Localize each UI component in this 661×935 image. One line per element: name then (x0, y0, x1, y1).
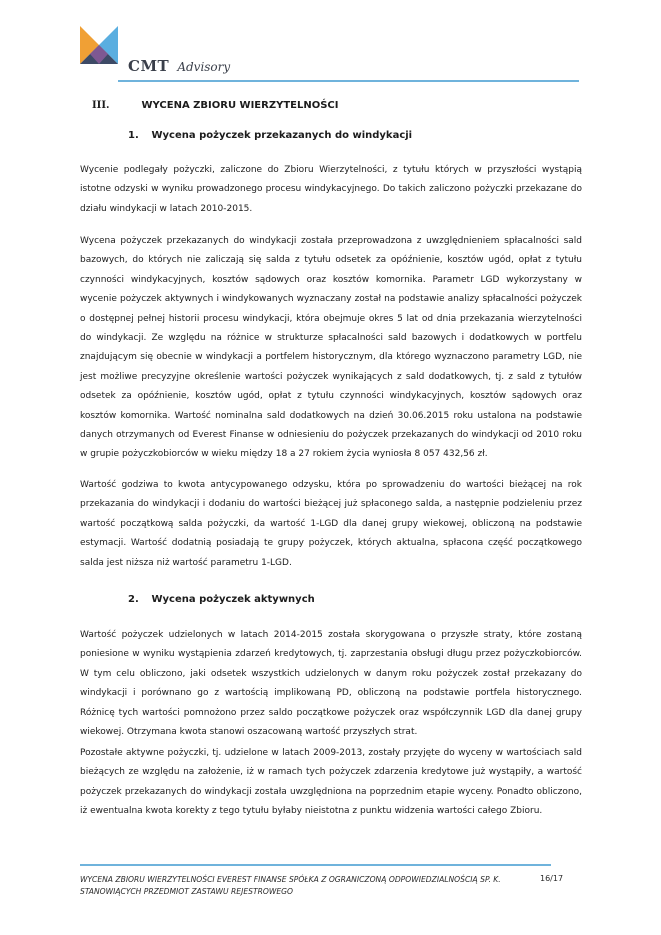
subsection-2-title: Wycena pożyczek aktywnych (151, 594, 315, 605)
brand-sub: Advisory (177, 60, 231, 74)
footer-text: WYCENA ZBIORU WIERZYTELNOŚCI EVEREST FINANSE SPÓŁKA Z OGRANICZONĄ ODPOWIEDZIALNOŚCIĄ SP. K. STANOWIĄCYCH PRZEDMIOT ZASTAWU REJESTROWEGO (80, 875, 501, 896)
footer-divider (80, 864, 551, 866)
section-heading (92, 100, 339, 111)
paragraph: Wycena pożyczek przekazanych do windykacji została przeprowadzona z uwzględnieniem spłacalności sald bazowych, do których nie zaliczają się salda z tytułu odsetek za opóźnienie, kosztów ugód, opłat z tytułu czynności windykacyjnych, kosztów sądowych oraz kosztów komornika. Parametr LGD wykorzystany w wycenie pożyczek aktywnych i windykowanych wyznaczany został na podstawie analizy spłacalności pożyczek o dostępnej pełnej historii procesu windykacji, która obejmuje okres 5 lat od dnia przekazania wierzytelności do windykacji. Ze względu na różnice w strukturze spłacalności sald bazowych i dodatkowych w portfelu znajdującym się obecnie w windykacji a portfelem historycznym, dla którego wyznaczono parametry LGD, nie jest możliwe precyzyjne określenie wartości pożyczek wynikających z sald dodatkowych, tj. z sald z tytułów odsetek za opóźnienie, kosztów ugód, opłat z tytułu czynności windykacyjnych, kosztów sądowych oraz kosztów komornika. Wartość nominalna sald dodatkowych na dzień 30.06.2015 roku ustalona na podstawie danych otrzymanych od Everest Finanse w odniesieniu do pożyczek przekazanych do windykacji od 2010 roku w grupie pożyczkobiorców w wieku między 18 a 27 rokiem życia wyniosła 8 057 432,56 zł. (80, 236, 582, 460)
subsection-1-number: 1. (128, 130, 139, 141)
paragraph: Wartość pożyczek udzielonych w latach 2014-2015 została skorygowana o przyszłe straty, które zostaną poniesione w wyniku wystąpienia zdarzeń kredytowych, tj. zaprzestania obsługi długu przez pożyczkobiorców. W tym celu obliczono, jaki odsetek wszystkich udzielonych w danym roku pożyczek został przekazany do windykacji i porównano go z wartością implikowaną PD, obliczoną na podstawie portfela historycznego. Różnicę tych wartości pomnożono przez saldo początkowe pożyczek oraz współczynnik LGD dla danej grupy wiekowej. Otrzymana kwota stanowi oszacowaną wartość przyszłych strat. (80, 630, 582, 738)
section-number: III. (92, 100, 110, 111)
subsection-2-number: 2. (128, 594, 139, 605)
brand-name: CMT (128, 57, 170, 75)
header-divider (118, 80, 579, 82)
cmt-logo-icon (80, 26, 118, 64)
paragraph: Wartość godziwa to kwota antycypowanego odzysku, która po sprowadzeniu do wartości bieżącej na rok przekazania do windykacji i dodaniu do wartości bieżącej już spłaconego salda, a następnie podzieleniu przez wartość początkową salda pożyczki, da wartość 1-LGD dla danej grupy wiekowej, obliczoną na podstawie estymacji. Wartość dodatnią posiadają te grupy pożyczek, których aktualna, spłacona część początkowego salda jest niższa niż wartość parametru 1-LGD. (80, 480, 582, 568)
section-title: WYCENA ZBIORU WIERZYTELNOŚCI (141, 100, 339, 111)
paragraph: Pozostałe aktywne pożyczki, tj. udzielone w latach 2009-2013, zostały przyjęte do wyceny w wartościach sald bieżących ze względu na założenie, iż w ramach tych pożyczek zdarzenia kredytowe już wystąpiły, a wartość pożyczek przekazanych do windykacji została uwzględniona na poprzednim etapie wyceny. Ponadto obliczono, iż ewentualna kwota korekty z tego tytułu byłaby nieistotna z punktu widzenia wartości całego Zbioru. (80, 748, 582, 817)
paragraph: Wycenie podlegały pożyczki, zaliczone do Zbioru Wierzytelności, z tytułu których w przyszłości wystąpią istotne odzyski w wyniku prowadzonego procesu windykacyjnego. Do takich zaliczono pożyczki przekazane do działu windykacji w latach 2010-2015. (80, 165, 582, 214)
page-number: 16/17 (540, 874, 564, 883)
subsection-1-heading (128, 130, 412, 141)
subsection-2-heading (128, 594, 315, 605)
brand (128, 56, 230, 75)
subsection-1-title: Wycena pożyczek przekazanych do windykacji (151, 130, 413, 141)
